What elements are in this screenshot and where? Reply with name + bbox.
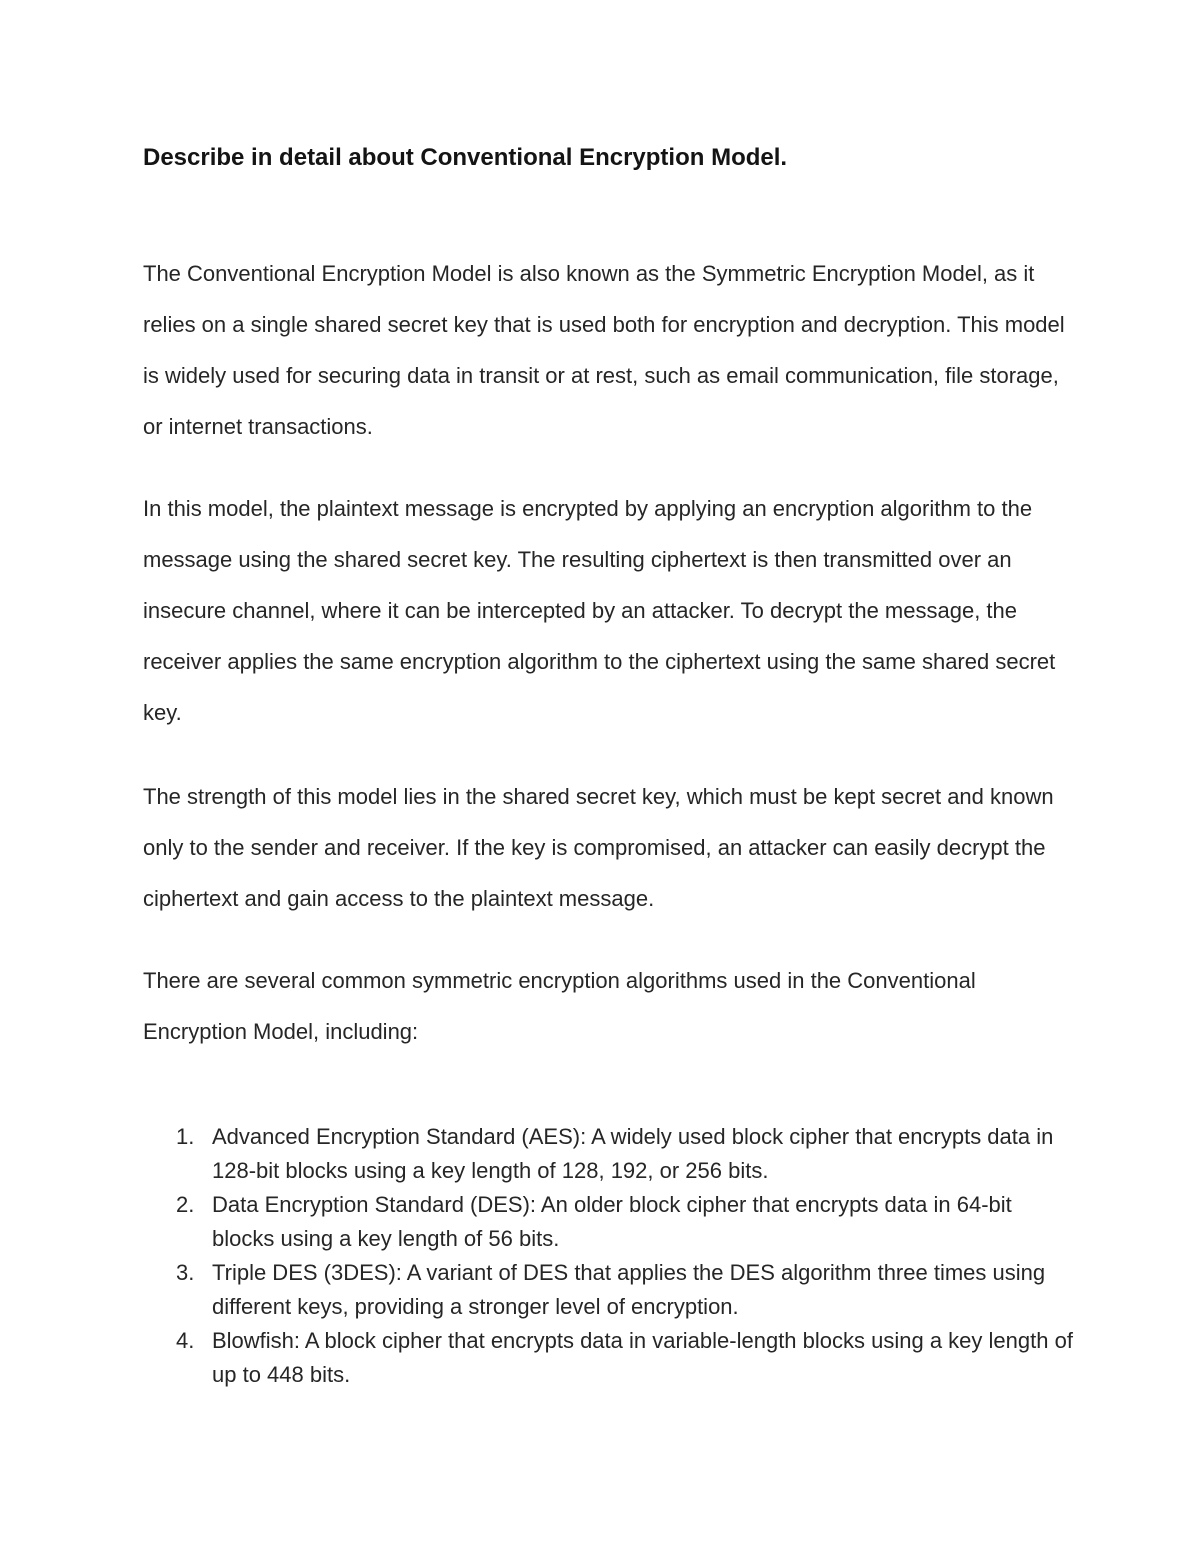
list-item-number: 4.: [176, 1328, 195, 1353]
list-item: [143, 1324, 1073, 1392]
list-item-text: Blowfish: A block cipher that encrypts data in variable-length blocks using a key length of up to 448 bits.: [212, 1328, 1073, 1387]
paragraph-key-strength: The strength of this model lies in the shared secret key, which must be kept secret and known only to the sender and receiver. If the key is compromised, an attacker can easily decrypt the ciphertext and gain access to the plaintext message.: [143, 784, 1054, 911]
list-item: [143, 1256, 1073, 1324]
paragraph-symmetric-model: The Conventional Encryption Model is also known as the Symmetric Encryption Model, as it relies on a single shared secret key that is used both for encryption and decryption. This model is widely used for securing data in transit or at rest, such as email communication, file storage, or internet transactions.: [143, 261, 1065, 439]
algorithm-list: [143, 1120, 1073, 1392]
paragraph-encryption-process: In this model, the plaintext message is encrypted by applying an encryption algorithm to the message using the shared secret key. The resulting ciphertext is then transmitted over an insecure channel, where it can be intercepted by an attacker. To decrypt the message, the receiver applies the same encryption algorithm to the ciphertext using the same shared secret key.: [143, 496, 1056, 725]
list-item: [143, 1188, 1073, 1256]
page-title: Describe in detail about Conventional Encryption Model.: [143, 144, 788, 171]
list-item-text: Data Encryption Standard (DES): An older block cipher that encrypts data in 64-bit blocks using a key length of 56 bits.: [212, 1192, 1012, 1251]
list-item-text: Triple DES (3DES): A variant of DES that applies the DES algorithm three times using different keys, providing a stronger level of encryption.: [212, 1260, 1046, 1319]
list-item-text: Advanced Encryption Standard (AES): A widely used block cipher that encrypts data in 128-bit blocks using a key length of 128, 192, or 256 bits.: [212, 1124, 1054, 1183]
paragraph-algorithms-intro: There are several common symmetric encryption algorithms used in the Conventional Encryption Model, including:: [143, 968, 976, 1044]
list-item: [143, 1120, 1073, 1188]
list-item-number: 3.: [176, 1260, 195, 1285]
list-item-number: 2.: [176, 1192, 195, 1217]
list-item-number: 1.: [176, 1124, 195, 1149]
